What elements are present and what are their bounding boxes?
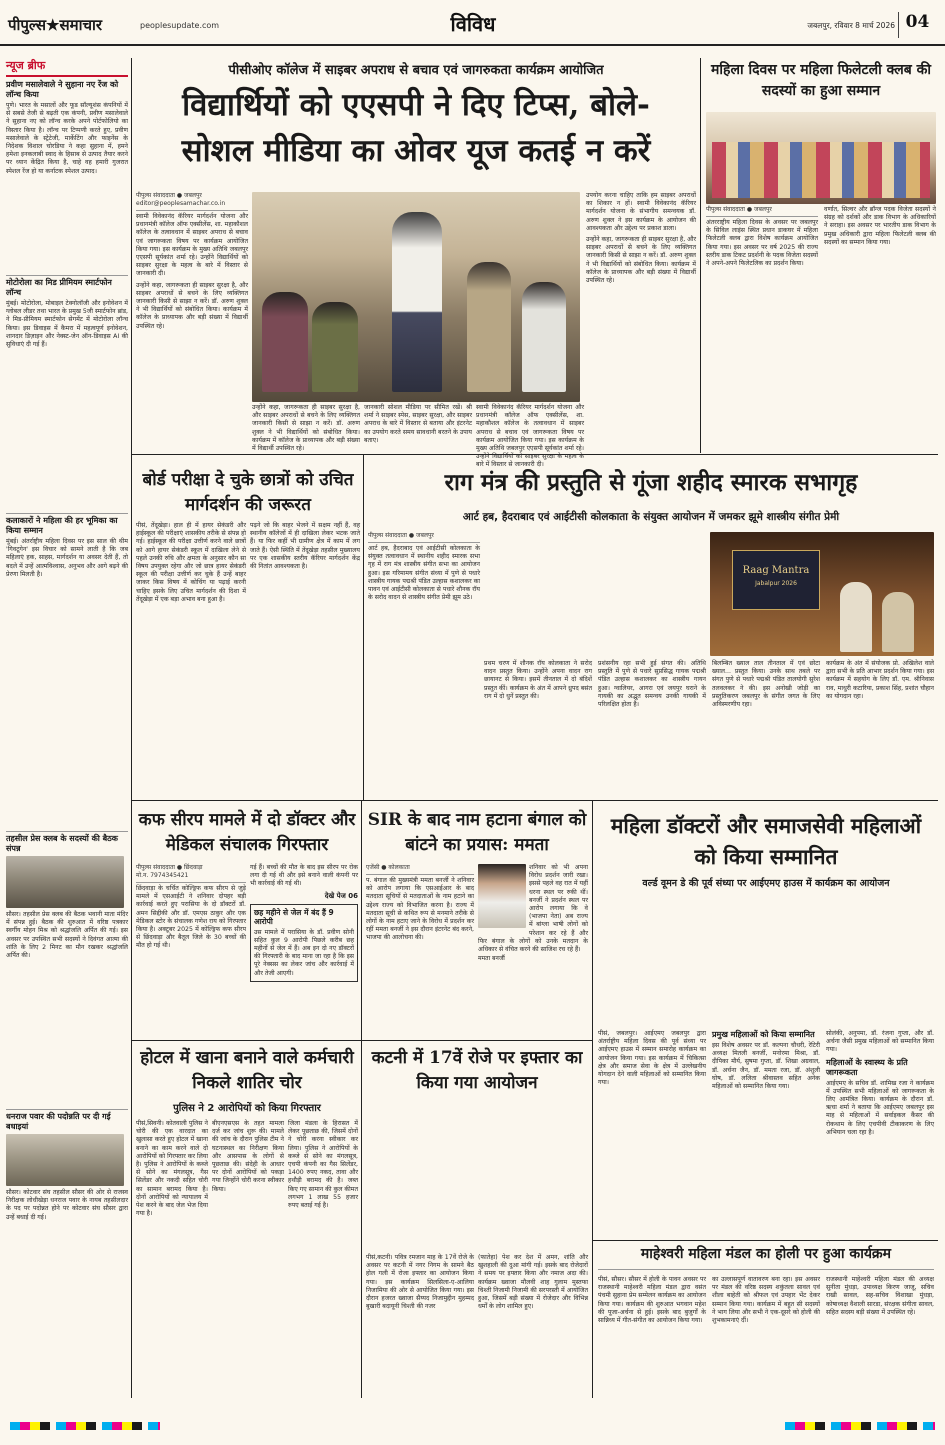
doctors-col2-body: इस विशेष अवसर पर डॉ. कल्पना चौधरी, रेटिरी अध्यक्ष मितली बनर्जी, मनोरमा मिश्रा, डॉ. दीपिका मौर्य, सुषमा गुप्ता, डॉ. शिखा अग्रवाल, डॉ. अर्चना जैन, डॉ. ममता रजा, डॉ. अंशुली घोष, डॉ. ललिता श्रीवास्तव सहित अनेक महिलाओं को सम्मानित किया गया। xyxy=(712,1042,820,1091)
doctors-group-photo xyxy=(598,894,934,1026)
raag-text-column-1 xyxy=(368,532,480,798)
press-club-photo xyxy=(6,856,124,908)
section-title: विविध xyxy=(450,12,496,36)
maheshwari-headline: माहेश्वरी महिला मंडल का होली पर हुआ कार्यक्रम xyxy=(598,1246,934,1270)
cough-byline: पीपुल्स संवाददाता ● छिंदवाड़ा xyxy=(136,864,203,871)
maheshwari-text-column-2: का उल्लासपूर्ण वातावरण बना रहा। इस अवसर पर मंडल की वरिष्ठ सदस्य शकुंतला सावल एवं शीला बाहेती को श्रीफल एवं उपहार भेंट देकर सम्मान किया गया। कार्यक्रम में बहुत सी सदस्यों ने भाग लिया और सभी ने एक-दूसरे को होली की शुभकामनाएं दीं। xyxy=(712,1276,820,1325)
iftar-photo xyxy=(366,1100,588,1250)
sir-text-column-1 xyxy=(366,864,474,1038)
lead-body-2: उन्होंने कहा, जागरूकता ही साइबर सुरक्षा है, और साइबर अपराधों से बचने के लिए व्यक्तिगत जानकारी किसी से साझा न करें। डॉ. अरुण शुक्ल ने भी विद्यार्थियों को संबोधित किया। कार्यक्रम में कॉलेज के प्राध्यापक और बड़ी संख्या में विद्यार्थी उपस्थित रहे। xyxy=(136,281,248,330)
raag-text-column-2: प्रथम चरण में शौनक रॉय कोलकाता ने सरोद वादन प्रस्तुत किया। उन्होंने अपना वादन राग छायानट से किया। इसमें तीनताल में दो बंदिशें प्रस्तुत कीं। कार्यक्रम के अंत में आपने ध्रुपद बसंत राग में दो धुनें प्रस्तुत की। xyxy=(484,660,592,700)
cough-mobile: मो.न. 7974345421 xyxy=(136,872,189,879)
doctors-headline: महिला डॉक्टरों और समाजसेवी महिलाओं को किया सम्मानित xyxy=(610,813,922,869)
raag-byline: पीपुल्स संवाददाता ● जबलपुर xyxy=(368,532,480,543)
lead-email[interactable]: editor@peoplesamachar.co.in xyxy=(136,200,226,207)
lead-text-column-2: उन्होंने कहा, जागरूकता ही साइबर सुरक्षा है, और साइबर अपराधों से बचने के लिए व्यक्तिगत जानकारी किसी से साझा न करें। डॉ. अरुण शुक्ल ने भी विद्यार्थियों को संबोधित किया। कार्यक्रम में कॉलेज के प्राध्यापक और बड़ी संख्या में विद्यार्थी उपस्थित रहे। xyxy=(252,404,360,453)
mamata-photo-caption: ममता बनर्जी xyxy=(478,955,505,963)
raag-text-column-3: प्रशंसनीय रहा सभी हुई संगत की। अतिथि प्रस्तुति में पुणे से पधारे सुप्रसिद्ध गायक पद्मश्री पंडित उल्हास कशालकर का शास्त्रीय गायन हुआ। ग्वालियर, आगरा एवं जयपुर घराने के गायकी का अद्भुत समन्वय उनकी गायकी में परिलक्षित होता है। xyxy=(598,660,706,709)
lead-text-column-4: स्वामी विवेकानंद कॅरियर मार्गदर्शन योजना और प्रधानमंत्री कॉलेज ऑफ एक्सीलेंस, शा. महाकौशल कॉलेज के तत्वावधान में साइबर अपराध से बचाव एवं जागरूकता विषय पर कार्यक्रम आयोजित किया गया। इस कार्यक्रम के मुख्य अतिथि जबलपुर एएसपी सूर्यकांत शर्मा रहे। उन्होंने विद्यार्थियों को साइबर सुरक्षा के महत्व के बारे में विस्तार से जानकारी दी। xyxy=(476,404,584,469)
doctors-subhead: वर्ल्ड वूमन डे की पूर्व संध्या पर आईएमए हाउस में कार्यक्रम का आयोजन xyxy=(642,878,890,889)
lead-kicker: पीसीओए कॉलेज में साइबर अपराध से बचाव एवं जागरुकता कार्यक्रम आयोजित xyxy=(228,63,604,78)
maheshwari-text-column-3: राजस्थानी माहेश्वरी महिला मंडल की अध्यक्ष सुनीता मुंधड़ा, उपाध्यक्ष किरण जाजू, सचिव राखी सावल, सह-सचिव विशाखा मुंधड़ा, कोषाध्यक्ष वैशाली सारडा, संरक्षक संगीता सावल, सहित सदस्य बड़ी संख्या में उपस्थित रहे। xyxy=(826,1276,934,1316)
mamata-photo xyxy=(478,864,526,928)
lead-text-column-3: जानकारी सोशल मीडिया पर सीमित रखें। श्री शर्मा ने साइबर स्पेस, साइबर सुरक्षा, और साइबर अपराध के बारे में विस्तार से बताया और इंटरनेट का उपयोग करते समय सावधानी बरतने के उपाय बताए। xyxy=(364,404,472,444)
website-url[interactable]: peoplesupdate.com xyxy=(140,21,220,30)
brief-body-2: मुंबई। मोटोरोला, मोबाइल टेक्नोलॉजी और इनोवेशन में ग्लोबल लीडर तथा भारत के प्रमुख 5जी स्मार्टफोन ब्रांड, ने मिड-प्रीमियम स्मार्टफोन सेगमेंट में मोटोरोला लॉन्च किया। इस डिवाइस में कैमरा में महत्वपूर्ण इनोवेशन, शानदार डिज़ाइन और नेक्स्ट-जेन ऑन-डिवाइस AI की सुविधाएं दी गई हैं। xyxy=(6,300,128,349)
doctors-col3-heading: महिलाओं के स्वास्थ्य के प्रति जागरूकता xyxy=(826,1057,908,1077)
hotel-subhead: पुलिस ने 2 आरोपियों को किया गिरफ्तार xyxy=(173,1103,321,1114)
lead-headline-line-2: सोशल मीडिया का ओवर यूज कतई न करें xyxy=(181,133,651,169)
cough-text-column-2 xyxy=(250,864,358,1038)
sir-text-column-2 xyxy=(478,864,588,1038)
doctors-text-column-3 xyxy=(826,1030,934,1236)
lead-headline-line-1: विद्यार्थियों को एएसपी ने दिए टिप्स, बोले- xyxy=(182,87,650,123)
raag-stage-photo xyxy=(710,532,934,656)
brief-body-1: पुणे। भारत के मसालों और फूड सॉल्यूशंस कंपनियों में से सबसे तेजी से बढ़ती एक कंपनी, प्रवीण मसालेवाले ने सुहाना नए को लॉन्च करके अपने पोर्टफोलियो का विस्तार किया है। लॉन्च पर टिप्पणी करते हुए, प्रवीण मसालेवाले के स्ट्रेटेजी, मार्केटिंग और फाइनेंस के निदेशक विशाल चोरडिया ने कहा सुहाना में, हमने हमेशा इनकलाबी स्वाद के हिसाब से उत्पाद तैयार करने पर ध्यान केंद्रित किया है, चाहे वह हमारी गुजरात स्पेशल रेंज हो या कर्नाटक स्पेशल उत्पाद। xyxy=(6,102,128,175)
philately-headline: महिला दिवस पर महिला फिलेटली क्लब की सदस्यों का हुआ सम्मान xyxy=(711,62,931,99)
raag-text-column-4: बिलम्बित ख्याल ताल तीनताल में एवं छोटा ख्याल... प्रस्तुत किया। उनके साथ तबले पर संगत पुणे से पधारे पद्मश्री पंडित तालयोगी सुरेश तलवलकर ने की। इस अनोखी जोड़ी का प्रस्तुतिकरण जबलपुर के संगीत जगत के लिए अविस्मरणीय रहा। xyxy=(712,660,820,709)
dateline: जबलपुर, रविवार 8 मार्च 2026 xyxy=(807,21,895,30)
brief-headline-2: मोटोरोला का मिड प्रीमियम स्मार्टफोन लॉन्च xyxy=(6,275,128,298)
philately-text-column-1 xyxy=(706,206,818,452)
newspaper-logo: पीपुल्स★समाचार xyxy=(8,16,102,34)
brief-body-3: मुंबई। अंतर्राष्ट्रीय महिला दिवस पर इस साल की थीम 'गिवटूगेन' इस विचार को सामने लाती है कि जब महिलाएं हक, साहस, मार्गदर्शन या अवसर देती हैं, तो बदले में उन्हें आत्मविश्वास, अनुभव और आगे बढ़ने की प्रेरणा मिलती है। xyxy=(6,538,128,578)
lead-event-photo xyxy=(252,192,580,402)
page-number: 04 xyxy=(898,12,936,38)
hotel-headline: होटल में खाना बनाने वाले कर्मचारी निकले शातिर चोर xyxy=(140,1048,354,1093)
cough-continued[interactable]: देखे पेज 06 xyxy=(324,891,358,900)
brief-headline-1: प्रवीण मसालेवाले ने सुहाना नए रेंज को लॉन्च किया xyxy=(6,80,119,99)
doctors-col3-body: सोलंकी, अनुपमा, डॉ. रंजना गुप्ता, और डॉ. अर्चना जैसी प्रमुख महिलाओं को सम्मानित किया गया। xyxy=(826,1030,934,1054)
philately-text-column-2 xyxy=(824,206,936,452)
raag-audience-photo xyxy=(484,532,706,656)
doctors-col3-body-2: आईएमए के सचिव डॉ. शामिख रजा ने कार्यक्रम में उपस्थित सभी महिलाओं को जागरूकता के लिए आमंत्रित किया। कार्यक्रम के दौरान डॉ. ऋचा शर्मा ने बताया कि आईएमए जबलपुर इस माह से महिलाओं में सर्वाइकल कैंसर की रोकथाम के लिए एचपीवी टीकाकरण के लिए अभियान चला रहा है। xyxy=(826,1079,934,1136)
philately-group-photo xyxy=(706,112,936,204)
board-text-column-2: पढ़ने जो कि बाहर भेजने में सक्षम नहीं हैं, वह स्थानीय कॉलेजों में ही दाखिला लेकर भटक जाते हैं। या फिर कहीं भी ग्रामीण क्षेत्र में काम में लग जाते हैं। ऐसी स्थिति में तेंदूखेड़ा तहसील मुख्यालय पर एक शासकीय स्तरीय कॅरियर मार्गदर्शन केंद्र की नितांत आवश्यकता है। xyxy=(250,522,360,571)
raag-text-column-5: कार्यक्रम के अंत में संयोजक प्रो. अखिलेश वाले द्वारा सभी के प्रति आभार प्रदर्शन किया गया। इस कार्यक्रम में सहयोग के लिए डॉ. एम. श्रीनिवास राव, माधुरी कटारिया, प्रकाश सिंह, प्रशांत चौहान का योगदान रहा। xyxy=(826,660,934,700)
iftar-text-column-2: (फातेहा) पेश कर देश में अमन, शांति और खुशहाली की दुआ मांगी गई। इसके बाद रोजेदारों ने समय पर इफ्तार किया और नमाज अदा की। कार्यक्रम ख्वाजा मौलवी शाह गुलाम मुस्तफा चिश्ती निजामी निजामी की सरपरस्ती में आयोजित हुआ, जिसमें बड़ी संख्या में रोजेदार और विभिन्न धर्मों के लोग शामिल हुए। xyxy=(478,1254,588,1311)
raag-banner-title: Raag Mantra xyxy=(742,565,810,576)
news-brief-tag: न्यूज ब्रीफ xyxy=(6,58,128,77)
hotel-text-column-3: जिला मंडला के हिरासत में लेकर पूछताछ की, जिसमें दोनों ने चोरी करना स्वीकार कर लिया। पुलिस ने आरोपियों के कब्जे से सोने का मंगलसूत्र, एचपी कंपनी का गैस सिलेंडर, 1400 रुपए नकद, तावा और हथौड़ी बरामद की है। जब्त किए गए सामान की कुल कीमत लगभग 1 लाख 55 हजार रुपए बताई गई है। xyxy=(288,1120,358,1210)
raag-banner-subtitle: Jabalpur 2026 xyxy=(755,580,797,587)
lead-byline: पीपुल्स संवाददाता ● जबलपुर xyxy=(136,192,202,199)
brief-headline-5: धनराज पवार की पदोन्नति पर दी गई बधाइयां xyxy=(6,1109,128,1132)
cough-box-body: उस मामले में परासिया के डॉ. प्रवीण सोनी सहित कुल 9 आरोपी पिछले करीब छह महीनों से जेल में हैं। अब इन दो नए डॉक्टरों की गिरफ्तारी के बाद माना जा रहा है कि इस पूरे नेक्सस का लेकर जांच और कार्रवाई में और तेजी आएगी। xyxy=(254,928,354,977)
news-brief-sidebar xyxy=(6,58,128,1398)
doctors-text-column-2 xyxy=(712,1030,820,1236)
board-text-column-1: पीसं, तेंदूखेड़ा। हाल ही में हायर सेकंडरी और हाईस्कूल की परीक्षाएं शासकीय तरीके से संपन्न हो गई। हाईस्कूल की परीक्षा उत्तीर्ण करने वाले छात्रों को आगे हायर सेकंडरी स्कूल में दाखिला लेने से पहले उनकी रुचि और क्षमता के अनुसार कौन सा विषय उपयुक्त रहेगा और जो छात्र हायर सेकंडरी स्कूल की परीक्षा उत्तीर्ण कर चुके हैं उन्हें बाहर जाकर किस विषय में कोचिंग या पढ़ाई करनी चाहिए इसके लिए उचित मार्गदर्शन की दिशा में तेंदूखेड़ा में एक बड़ा अभाव बना हुआ है। xyxy=(136,522,246,603)
hotel-text-column-1: पीसं,सिवनी। कोतवाली पुलिस ने चोरी की एक वारदात का खुलासा करते हुए होटल में खाना बनाने का काम करने वाले दो आरोपियों को गिरफ्तार कर लिया है। पुलिस ने आरोपियों के कब्जे से सोने का मंगलसूत्र, गैस सिलेंडर और नकदी सहित चोरी का सामान बरामद किया है। दोनों आरोपियों को न्यायालय में पेश करने के बाद जेल भेज दिया गया है। xyxy=(136,1120,208,1218)
printer-color-bar-left xyxy=(10,1422,160,1430)
printer-color-bar-right xyxy=(785,1422,935,1430)
cough-box-title: छह महीने से जेल में बंद हैं 9 आरोपी xyxy=(254,907,334,927)
philately-body: अंतरराष्ट्रीय महिला दिवस के अवसर पर जबलपुर के सिविल लाइंस स्थित प्रधान डाकघर में महिला फिलेटली क्लब द्वारा विशेष कार्यक्रम आयोजित किया गया। इस अवसर पर वर्ष 2025 की राज्य स्तरीय डाक टिकट प्रदर्शनी के पदक विजेता सदस्यों ने अपने-अपने फिलेटलिक का प्रदर्शन किया। xyxy=(706,219,818,268)
raag-body-1: आर्ट हब, हैदराबाद एवं आईटीसी कोलकाता के संयुक्त तत्वावधान में स्थानीय शहीद स्मारक सभा गृह में राग मंत्र शास्त्रीय संगीत सभा का आयोजन हुआ। इस गरिमामय संगीत संध्या में पुणे से पधारे शास्त्रीय गायक पद्मश्री पंडित उल्हास कशालकर का पावन एवं आईटीसी कोलकाता से पधारे शौनक रॉय के सरोद वादन से शास्त्रीय संगीत प्रेमी झूम उठे। xyxy=(368,545,480,602)
hotel-text-column-2: बीएनएसएस के तहत मामला दर्ज कर जांच शुरू की। मामले की जांच के दौरान पुलिस टीम ने घटनास्थल का निरीक्षण किया और आसपास के लोगों से पूछताछ की। संदेही के आधार पर दोनों आरोपियों को पकड़ा गया जिन्होंने चोरी करना स्वीकार किया। xyxy=(212,1120,284,1193)
philately-byline: पीपुल्स संवाददाता ● जबलपुर xyxy=(706,206,818,217)
brief-headline-4: तहसील प्रेस क्लब के सदस्यों की बैठक संपन्न xyxy=(6,831,128,854)
sir-body: प. बंगाल की मुख्यमंत्री ममता बनर्जी ने शनिवार को आरोप लगाया कि एसआईआर के बाद मतदाता सूचियों से मतदाताओं के नाम हटाने का उद्देश्य राज्य को विभाजित करना है। राज्य में मतदाता सूची से कथित रूप से मनमाने तरीके से लोगों के नाम हटाए जाने के विरोध में प्रदर्शन कर रहीं ममता बनर्जी ने इस दौरान इंटरनेट बंद करने, भाजपा की आलोचना की। xyxy=(366,877,474,942)
promotion-photo xyxy=(6,1134,124,1186)
cough-body: छिंदवाड़ा के चर्चित कोल्ड्रिफ कफ सीरप से जुड़े मामले में एसआईटी ने शनिवार दोपहर बड़ी कार्रवाई करते हुए परासिया के दो डॉक्टरों डॉ. अमन सिद्दीकी और डॉ. एमएस ठाकुर और एक मेडिकल स्टोर के संचालक गणेश राय को गिरफ्तार किया है। अक्टूबर 2025 में कोल्ड्रिफ कफ सीरप से छिंदवाड़ा और बैतूल जिले के 30 बच्चों की मौत हो गई थी। xyxy=(136,885,246,950)
cough-body-2: गई हैं। बच्चों की मौत के बाद इस सीरप पर रोक लगा दी गई थी और इसे बनाने वाली कंपनी पर भी कार्रवाई की गई थी। xyxy=(250,864,358,888)
brief-body-4: सौसर। तहसील प्रेस क्लब की बैठक भवानी माता मंदिर में संपन्न हुई। बैठक की शुरुआत में वरिष्ठ पत्रकार स्वर्गीय मोहन मिश्र को श्रद्धांजलि अर्पित की गई। इस अवसर पर उपस्थित सभी सदस्यों ने दिवंगत आत्मा की शांति के लिए 2 मिनट का मौन रखकर श्रद्धांजलि अर्पित की। xyxy=(6,911,128,960)
doctors-text-column-1: पीसं, जबलपुर। आईएमए जबलपुर द्वारा अंतर्राष्ट्रीय महिला दिवस की पूर्व संध्या पर आईएमए हाउस में सम्मान समारोह कार्यक्रम का आयोजन किया गया। इस कार्यक्रम में चिकित्सा क्षेत्र और समाज सेवा के क्षेत्र में उल्लेखनीय योगदान देने वाली महिलाओं को सम्मानित किया गया। xyxy=(598,1030,706,1087)
brief-body-5: सौसर। कोटवार संघ तहसील सौसर की ओर से राजस्व निरीक्षक लोधीखेड़ा धनराज पवार के नायब तहसीलदार के पद पर पदोन्नत होने पर कोटवार संघ सौसर द्वारा उन्हें बधाई दी गई। xyxy=(6,1189,128,1221)
iftar-headline: कटनी में 17वें रोजे पर इफ्तार का किया गया आयोजन xyxy=(371,1048,583,1093)
raag-headline: राग मंत्र की प्रस्तुति से गूंजा शहीद स्मारक सभागृह xyxy=(444,469,858,496)
lead-text-column-1 xyxy=(136,192,248,452)
philately-body-2: वर्णात, सिल्वर और ब्रॉन्ज पदक विजेता सदस्यों ने संग्रह को दर्शकों और डाक विभाग के अधिकारियों ने सराहा। इस अवसर पर भारतीय डाक विभाग के प्रमुख अधिकारी द्वारा महिला फिलेटली क्लब की सदस्यों का सम्मान किया गया। xyxy=(824,206,936,246)
lead-text-column-5: उपयोग करना चाहिए ताकि हम साइबर अपराधों का शिकार न हों। स्वामी विवेकानंद कॅरियर मार्गदर्शन योजना के संभागीय समन्वयक डॉ. अरुण शुक्ल ने इस कार्यक्रम के आयोजन की आवश्यकता और उद्देश्य पर प्रकाश डाला। उन्होंने कहा, जागरूकता ही साइबर सुरक्षा है, और साइबर अपराधों से बचने के लिए व्यक्तिगत जानकारी किसी से साझा न करें। डॉ. अरुण शुक्ल ने भी विद्यार्थियों को संबोधित किया। कार्यक्रम में कॉलेज के प्राध्यापक और बड़ी संख्या में विद्यार्थी उपस्थित रहे। xyxy=(586,192,696,285)
sir-byline: एजेंसी ● कोलकाता xyxy=(366,864,474,875)
lead-body-1: स्वामी विवेकानंद कॅरियर मार्गदर्शन योजना और प्रधानमंत्री कॉलेज ऑफ एक्सीलेंस, शा. महाकौशल कॉलेज के तत्वावधान में साइबर अपराध से बचाव एवं जागरूकता विषय पर कार्यक्रम आयोजित किया गया। इस कार्यक्रम के मुख्य अतिथि जबलपुर एएसपी सूर्यकांत शर्मा रहे। उन्होंने विद्यार्थियों को साइबर सुरक्षा के महत्व के बारे में विस्तार से जानकारी दी। xyxy=(136,213,248,278)
iftar-text-column-1: पीसं,कटनी। पवित्र रमजान माह के 17वें रोजे के अवसर पर कटनी में नगर निगम के सामने बैठ होल गली में रोजा इफ्तार का आयोजन किया गया। इस कार्यक्रम सिलसिला-ए-आलिया निजामिया की ओर से आयोजित किया गया। इस दौरान हजरत ख्वाजा सैय्यद निजामुद्दीन मुहम्मद बुखारी बदायूनी चिश्ती की नजर xyxy=(366,1254,474,1311)
maheshwari-text-column-1: पीसं, सौसर। सौसर में होली के पावन अवसर पर राजस्थानी माहेश्वरी महिला मंडल द्वारा वसंत पंचमी सुहाना प्रेम सम्मेलन कार्यक्रम का आयोजन किया गया। कार्यक्रम की शुरुआत भगवान महेश की पूजा-अर्चना से हुई। इसके बाद बुजुर्गों के सान्निध्य में गीत-संगीत का आयोजन किया गया। xyxy=(598,1276,706,1325)
board-headline: बोर्ड परीक्षा दे चुके छात्रों को उचित मार्गदर्शन की जरूरत xyxy=(142,470,354,515)
masthead xyxy=(0,0,945,46)
cough-headline: कफ सीरप मामले में दो डॉक्टर और मेडिकल संचालक गिरफ्तार xyxy=(138,810,356,855)
sir-headline: SIR के बाद नाम हटाना बंगाल को बांटने का प्रयास: ममता xyxy=(367,810,587,855)
raag-subhead: आर्ट हब, हैदराबाद एवं आईटीसी कोलकाता के संयुक्त आयोजन में जमकर झूमे शास्त्रीय संगीत प्रेमी xyxy=(462,511,840,523)
cough-text-column-1 xyxy=(136,864,246,1038)
sir-body-2: शनिवार को भी अपना विरोध प्रदर्शन जारी रखा। इससे पहले वह रात में यहीं धरना स्थल पर रुकी थीं। बनर्जी ने प्रदर्शन स्थल पर आरोप लगाया कि वे (भाजपा नेता) अब राज्य में बांग्ला भाषी लोगों को परेशान कर रहे हैं और फिर बंगाल के लोगों को उनके मतदान के अधिकार से वंचित करने की साजिश रच रहे हैं। xyxy=(478,864,588,954)
brief-headline-3: कलाकारों ने महिला की हर भूमिका का किया सम्मान xyxy=(6,513,128,536)
doctors-col2-heading: प्रमुख महिलाओं को किया सम्मानित xyxy=(712,1030,815,1039)
